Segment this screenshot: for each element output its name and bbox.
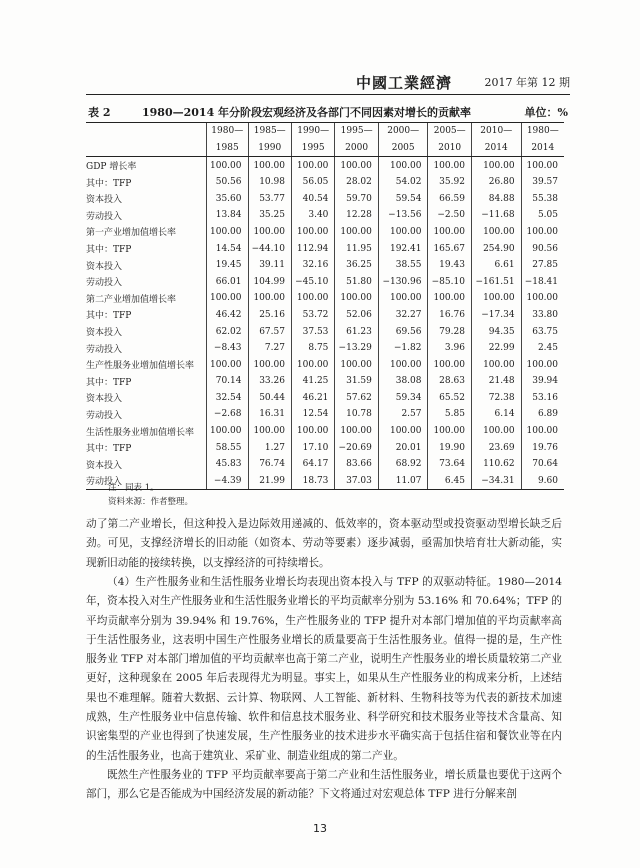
- period-header-end: 2010: [428, 140, 471, 157]
- period-header-end: 2000: [335, 140, 378, 157]
- table-cell: 32.54: [207, 390, 249, 407]
- table-cell: 46.42: [207, 307, 249, 324]
- table-source: 资料来源：作者整理。: [108, 497, 194, 507]
- table-cell: −2.68: [207, 406, 249, 423]
- table-label: 表 2: [88, 106, 111, 119]
- table-cell: 100.00: [428, 356, 471, 373]
- period-header-start: 1995—: [335, 123, 378, 140]
- row-label: 其中：TFP: [86, 311, 132, 322]
- table-cell: 100.00: [207, 356, 249, 373]
- row-label: 劳动投入: [86, 211, 123, 222]
- table-cell: 21.48: [471, 373, 521, 390]
- table-cell: 100.00: [335, 423, 378, 440]
- table-cell: 100.00: [248, 224, 291, 241]
- row-label: 资本投入: [86, 460, 123, 471]
- period-header-start: 2010—: [471, 123, 521, 140]
- table-cell: 59.34: [378, 390, 428, 407]
- table-row: [86, 290, 564, 307]
- table-cell: 70.64: [521, 456, 564, 473]
- period-header-start: 1980—: [207, 123, 249, 140]
- table-cell: 6.45: [428, 473, 471, 490]
- table-cell: 13.84: [207, 207, 249, 224]
- table-cell: 62.02: [207, 323, 249, 340]
- table-cell: 66.01: [207, 273, 249, 290]
- table-cell: 37.53: [291, 323, 334, 340]
- table-cell: 110.62: [471, 456, 521, 473]
- row-label: 劳动投入: [86, 473, 207, 490]
- table-cell: 39.57: [521, 174, 564, 191]
- table-row: [86, 257, 564, 274]
- table-row: [86, 439, 564, 456]
- table-cell: 16.31: [248, 406, 291, 423]
- row-label: 资本投入: [86, 394, 123, 405]
- table-cell: 39.11: [248, 257, 291, 274]
- table-cell: 84.88: [471, 190, 521, 207]
- table-row: [86, 340, 564, 357]
- table-cell: 56.05: [291, 174, 334, 191]
- period-header-start: 1980—: [521, 123, 564, 140]
- table-cell: 50.56: [207, 174, 249, 191]
- table-cell: 100.00: [521, 224, 564, 241]
- table-cell: 35.60: [207, 190, 249, 207]
- table-cell: 100.00: [521, 356, 564, 373]
- table-cell: 100.00: [521, 423, 564, 440]
- table-cell: 11.07: [378, 473, 428, 490]
- table-cell: 68.92: [378, 456, 428, 473]
- table-cell: 76.74: [248, 456, 291, 473]
- table-cell: 100.00: [471, 224, 521, 241]
- table-cell: 23.69: [471, 439, 521, 456]
- table-cell: 100.00: [378, 224, 428, 241]
- table-cell: 72.38: [471, 390, 521, 407]
- table-cell: 100.00: [335, 224, 378, 241]
- table-caption: [88, 104, 568, 120]
- table-cell: 31.59: [335, 373, 378, 390]
- table-cell: 28.63: [428, 373, 471, 390]
- table-cell: 192.41: [378, 240, 428, 257]
- table-cell: 2.45: [521, 340, 564, 357]
- table-cell: 100.00: [248, 356, 291, 373]
- table-cell: 18.73: [291, 473, 334, 490]
- table-row: [86, 323, 564, 340]
- table-cell: 70.14: [207, 373, 249, 390]
- table-cell: 94.35: [471, 323, 521, 340]
- row-label: 劳动投入: [86, 278, 123, 289]
- table-cell: 67.57: [248, 323, 291, 340]
- table-cell: 59.54: [378, 190, 428, 207]
- table-cell: 165.67: [428, 240, 471, 257]
- table-cell: 1.27: [248, 439, 291, 456]
- period-header-start: 2005—: [428, 123, 471, 140]
- row-label: 其中：TFP: [86, 444, 132, 455]
- table-row: [86, 356, 564, 373]
- table-cell: 112.94: [291, 240, 334, 257]
- page-number: 13: [313, 822, 327, 835]
- table-cell: 59.70: [335, 190, 378, 207]
- table-cell: 100.00: [471, 423, 521, 440]
- table-cell: 32.16: [291, 257, 334, 274]
- table-cell: 100.00: [428, 290, 471, 307]
- table-cell: −2.50: [428, 207, 471, 224]
- paragraph-2: （4）生产性服务业和生活性服务业增长均表现出资本投入与 TFP 的双驱动特征。1980—2014 年，资本投入对生产性服务业和生活性服务业增长的平均贡献率分别为 53.16% 和 70.64%；TFP 的平均贡献率分别为 39.94% 和 19.76%，生产性服务业的 TFP 提升对本部门增加值的平均贡献率高于生活性服务业，这表明中国生产性服务业增长的质量要高于生活性服务业。值得一提的是，生产性服务业 TFP 对本部门增加值的平均贡献率也高于第二产业，说明生产性服务业的增长质量较第二产业更好，这种现象在 2005 年后表现得尤为明显。事实上，如果从生产性服务业的构成来分析，上述结果也不难理解。随着大数据、云计算、物联网、人工智能、新材料、生物科技等为代表的新技术加速成熟，生产性服务业中信息传输、软件和信息技术服务业、科学研究和技术服务业等技术含量高、知识密集型的产业也得到了快速发展，生产性服务业的技术进步水平确实高于包括住宿和餐饮业等在内的生活性服务业，也高于建筑业、采矿业、制造业组成的第二产业。: [86, 576, 562, 762]
- row-label: 劳动投入: [86, 344, 123, 355]
- table-cell: 21.99: [248, 473, 291, 490]
- row-label: 其中：TFP: [86, 245, 132, 256]
- table-cell: 22.99: [471, 340, 521, 357]
- table-cell: 33.26: [248, 373, 291, 390]
- table-cell: 100.00: [207, 423, 249, 440]
- table-cell: 100.00: [291, 356, 334, 373]
- header-blank: [86, 140, 207, 157]
- table-cell: 100.00: [521, 157, 564, 174]
- table-cell: 61.23: [335, 323, 378, 340]
- table-cell: 35.25: [248, 207, 291, 224]
- table-cell: 66.59: [428, 190, 471, 207]
- table-cell: 19.90: [428, 439, 471, 456]
- paragraph-1: 动了第二产业增长，但这种投入是边际效用递减的、低效率的，资本驱动型或投资驱动型增长缺乏后劲。可见，支撑经济增长的旧动能（如资本、劳动等要素）逐步减弱，亟需加快培育壮大新动能，实现新旧动能的接续转换，以支撑经济的可持续增长。: [86, 518, 562, 569]
- issue-label: 2017 年第 12 期: [484, 76, 570, 89]
- table-cell: −8.43: [207, 340, 249, 357]
- table-row: [86, 423, 564, 440]
- paragraph-3: 既然生产性服务业的 TFP 平均贡献率要高于第二产业和生活性服务业，增长质量也要优于这两个部门，那么它是否能成为中国经济发展的新动能？下文将通过对宏观总体 TFP 进行分解来剖: [86, 769, 562, 801]
- table-cell: 19.45: [207, 257, 249, 274]
- table-cell: 100.00: [335, 290, 378, 307]
- row-label: 其中：TFP: [86, 178, 132, 189]
- table-cell: 100.00: [471, 157, 521, 174]
- table-cell: 100.00: [291, 157, 334, 174]
- table-cell: 100.00: [291, 423, 334, 440]
- table-cell: 79.28: [428, 323, 471, 340]
- table-cell: 19.76: [521, 439, 564, 456]
- table-cell: 100.00: [335, 356, 378, 373]
- table-cell: 53.77: [248, 190, 291, 207]
- table-cell: −20.69: [335, 439, 378, 456]
- table-note: 注：同表 1。: [108, 483, 159, 493]
- table-cell: 10.78: [335, 406, 378, 423]
- table-row: [86, 307, 564, 324]
- table-cell: 100.00: [378, 423, 428, 440]
- table-cell: 37.03: [335, 473, 378, 490]
- table-row: [86, 174, 564, 191]
- table-cell: 100.00: [207, 290, 249, 307]
- table-cell: 63.75: [521, 323, 564, 340]
- table-cell: 16.76: [428, 307, 471, 324]
- table-cell: 73.64: [428, 456, 471, 473]
- table-cell: 100.00: [378, 356, 428, 373]
- table-cell: −45.10: [291, 273, 334, 290]
- table-cell: 12.28: [335, 207, 378, 224]
- table-cell: 9.60: [521, 473, 564, 490]
- table-row: [86, 373, 564, 390]
- period-header-end: 1985: [207, 140, 249, 157]
- table-cell: 58.55: [207, 439, 249, 456]
- table-cell: 46.21: [291, 390, 334, 407]
- table-cell: 12.54: [291, 406, 334, 423]
- table-row: [86, 240, 564, 257]
- table-cell: 100.00: [207, 157, 249, 174]
- table-cell: 69.56: [378, 323, 428, 340]
- table-unit: 单位：%: [524, 106, 568, 119]
- table-cell: 50.44: [248, 390, 291, 407]
- table-cell: 39.94: [521, 373, 564, 390]
- table-cell: 100.00: [378, 157, 428, 174]
- table-cell: 100.00: [248, 157, 291, 174]
- table-row: [86, 456, 564, 473]
- table-cell: 28.02: [335, 174, 378, 191]
- table-cell: −130.96: [378, 273, 428, 290]
- table-cell: 32.27: [378, 307, 428, 324]
- table-cell: −17.34: [471, 307, 521, 324]
- table-cell: 6.61: [471, 257, 521, 274]
- period-header-start: 1985—: [248, 123, 291, 140]
- table-cell: 25.16: [248, 307, 291, 324]
- row-label: 其中：TFP: [86, 377, 132, 388]
- row-label: 生活性服务业增加值增长率: [86, 427, 195, 438]
- period-header-end: 2014: [521, 140, 564, 157]
- table-cell: −161.51: [471, 273, 521, 290]
- table-cell: 100.00: [291, 224, 334, 241]
- row-label: 资本投入: [86, 195, 123, 206]
- table-cell: 38.08: [378, 373, 428, 390]
- table-cell: 3.96: [428, 340, 471, 357]
- table-cell: 33.80: [521, 307, 564, 324]
- journal-title: 中國工業經濟: [355, 74, 452, 92]
- table-cell: 5.05: [521, 207, 564, 224]
- table-cell: 64.17: [291, 456, 334, 473]
- table-cell: 54.02: [378, 174, 428, 191]
- row-label: GDP 增长率: [86, 162, 137, 173]
- table-cell: 35.92: [428, 174, 471, 191]
- table-cell: 6.14: [471, 406, 521, 423]
- table-cell: 45.83: [207, 456, 249, 473]
- table-cell: −18.41: [521, 273, 564, 290]
- table-cell: 53.16: [521, 390, 564, 407]
- table-cell: 100.00: [521, 290, 564, 307]
- table-row: [86, 157, 564, 174]
- table-cell: 104.99: [248, 273, 291, 290]
- row-label: 资本投入: [86, 328, 123, 339]
- table-cell: −34.31: [471, 473, 521, 490]
- table-cell: 100.00: [378, 290, 428, 307]
- table-cell: 90.56: [521, 240, 564, 257]
- table-cell: 36.25: [335, 257, 378, 274]
- table-cell: 41.25: [291, 373, 334, 390]
- table-row: [86, 273, 564, 290]
- table-cell: 14.54: [207, 240, 249, 257]
- table-cell: 10.98: [248, 174, 291, 191]
- table-cell: 17.10: [291, 439, 334, 456]
- table-row: [86, 207, 564, 224]
- table-cell: 53.72: [291, 307, 334, 324]
- table-cell: 52.06: [335, 307, 378, 324]
- table-cell: 254.90: [471, 240, 521, 257]
- table-row: [86, 406, 564, 423]
- row-label: 劳动投入: [86, 410, 123, 421]
- table-cell: 100.00: [248, 423, 291, 440]
- table-cell: 6.89: [521, 406, 564, 423]
- period-header-end: 2005: [378, 140, 428, 157]
- row-label: 第二产业增加值增长率: [86, 294, 177, 305]
- period-header-start: 2000—: [378, 123, 428, 140]
- table-cell: 27.85: [521, 257, 564, 274]
- table-cell: 26.80: [471, 174, 521, 191]
- table-cell: −13.29: [335, 340, 378, 357]
- table-cell: 100.00: [207, 224, 249, 241]
- table-cell: 8.75: [291, 340, 334, 357]
- period-header-end: 1995: [291, 140, 334, 157]
- table-cell: 100.00: [471, 356, 521, 373]
- table-cell: 100.00: [428, 423, 471, 440]
- table-row: [86, 224, 564, 241]
- table-cell: 2.57: [378, 406, 428, 423]
- contribution-table: [86, 122, 564, 490]
- table-cell: −85.10: [428, 273, 471, 290]
- table-cell: 3.40: [291, 207, 334, 224]
- table-cell: 19.43: [428, 257, 471, 274]
- table-cell: 5.85: [428, 406, 471, 423]
- table-cell: −11.68: [471, 207, 521, 224]
- table-cell: 55.38: [521, 190, 564, 207]
- table-row: [86, 190, 564, 207]
- table-cell: 100.00: [248, 290, 291, 307]
- period-header-end: 1990: [248, 140, 291, 157]
- row-label: 生产性服务业增加值增长率: [86, 361, 195, 372]
- table-cell: 100.00: [428, 157, 471, 174]
- header-rule: [86, 94, 570, 95]
- table-cell: −13.56: [378, 207, 428, 224]
- table-cell: −4.39: [207, 473, 249, 490]
- table-cell: 83.66: [335, 456, 378, 473]
- table-cell: 40.54: [291, 190, 334, 207]
- table-cell: 20.01: [378, 439, 428, 456]
- page-header: [86, 72, 570, 92]
- table-cell: 100.00: [428, 224, 471, 241]
- table-cell: 100.00: [335, 157, 378, 174]
- table-cell: −1.82: [378, 340, 428, 357]
- table-cell: 100.00: [291, 290, 334, 307]
- table-cell: 51.80: [335, 273, 378, 290]
- period-header-end: 2014: [471, 140, 521, 157]
- table-cell: 65.52: [428, 390, 471, 407]
- header-blank: [86, 123, 207, 140]
- table-cell: 7.27: [248, 340, 291, 357]
- period-header-start: 1990—: [291, 123, 334, 140]
- table-title: 1980—2014 年分阶段宏观经济及各部门不同因素对增长的贡献率: [142, 106, 472, 119]
- table-cell: −44.10: [248, 240, 291, 257]
- table-cell: 11.95: [335, 240, 378, 257]
- table-row: [86, 390, 564, 407]
- table-cell: 100.00: [471, 290, 521, 307]
- row-label: 第一产业增加值增长率: [86, 228, 177, 239]
- table-cell: 57.62: [335, 390, 378, 407]
- row-label: 资本投入: [86, 261, 123, 272]
- table-cell: 38.55: [378, 257, 428, 274]
